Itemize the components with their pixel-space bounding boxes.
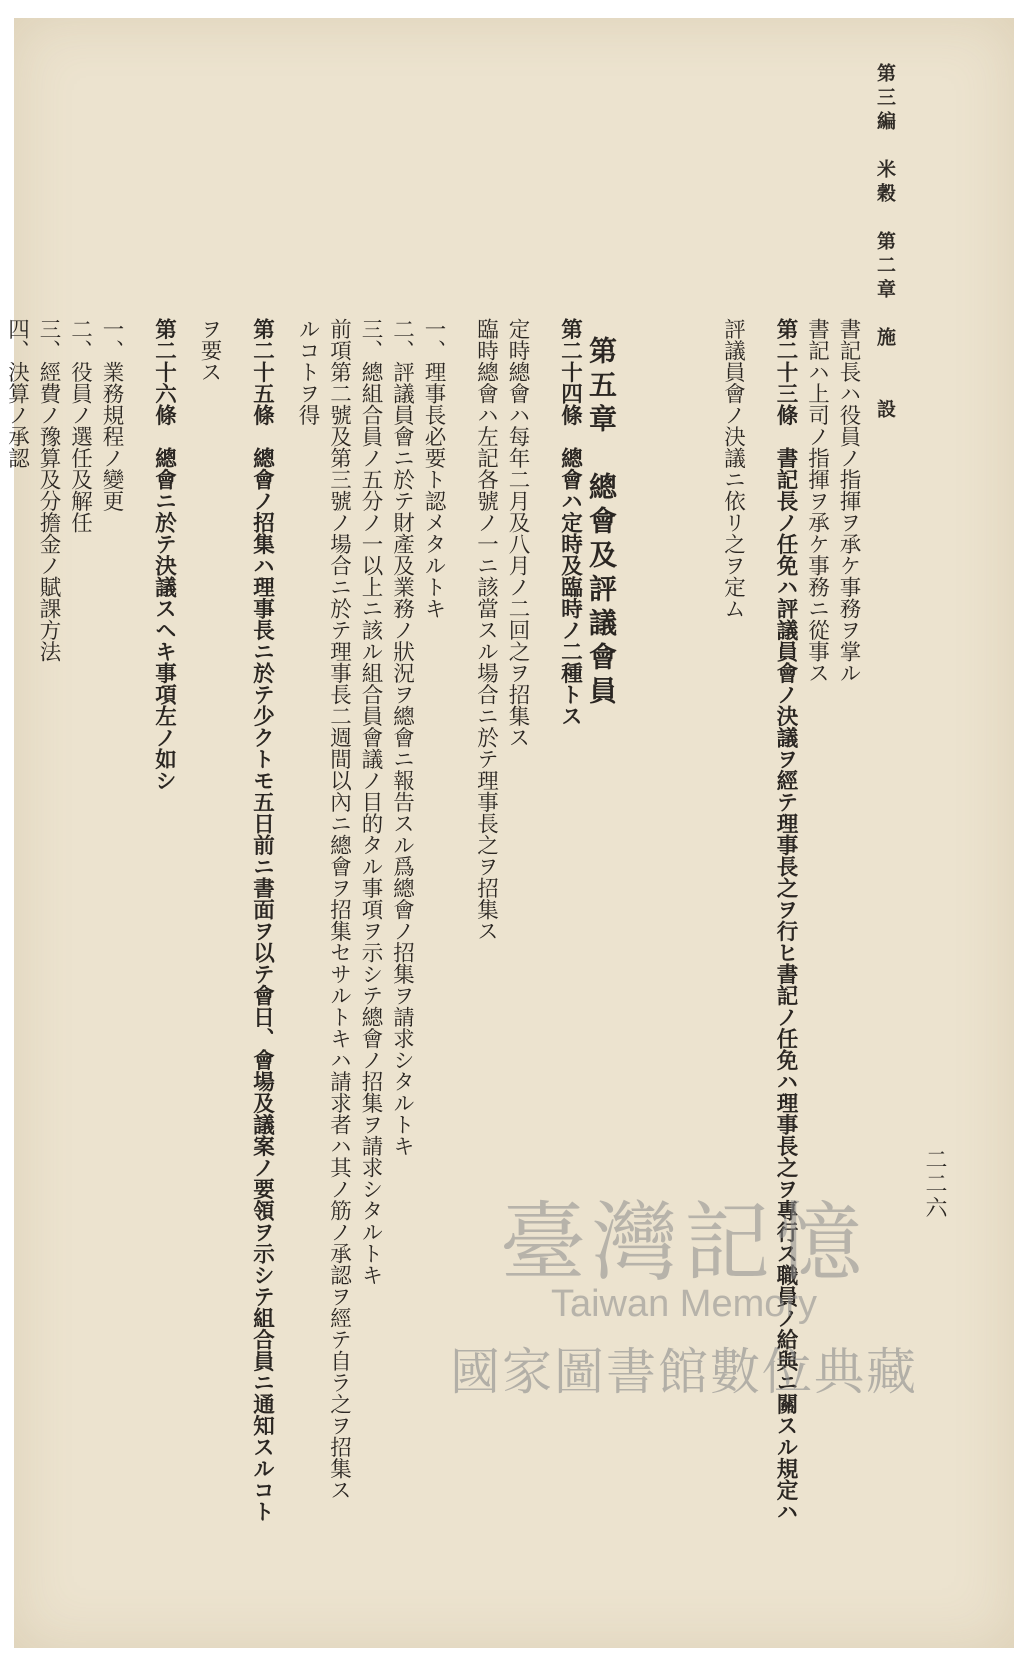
text-line: 前項第二號及第三號ノ場合ニ於テ理事長二週間以內ニ總會ヲ招集セサルトキハ請求者ハ其ノ筋ノ承認ヲ經テ自ラ之ヲ招集ス xyxy=(326,318,352,1501)
watermark-chinese: 臺灣記憶 xyxy=(500,1193,868,1293)
article-26: 第二十六條 總會ニ於テ決議スヘキ事項左ノ如シ xyxy=(151,318,177,791)
list-item xyxy=(0,318,1,1568)
text-line: 臨時總會ハ左記各號ノ一ニ該當スル場合ニ於テ理事長之ヲ招集ス xyxy=(473,318,499,942)
text-line: 評議員會ノ決議ニ依リ之ヲ定ム xyxy=(720,318,746,619)
text-line: 定時總會ハ每年二月及八月ノ二回之ヲ招集ス xyxy=(505,318,530,748)
watermark-english: Taiwan Memory xyxy=(550,1283,818,1325)
list-item: 二、役員ノ選任及解任 xyxy=(67,318,93,533)
vertical-text-body xyxy=(0,318,864,1568)
article-24: 第二十四條 總會ハ定時及臨時ノ二種トス xyxy=(557,318,583,727)
list-item: 四、決算ノ承認 xyxy=(4,318,30,469)
list-item: 一、業務規程ノ變更 xyxy=(99,318,124,512)
list-item: 一、理事長必要ト認メタルトキ xyxy=(421,318,446,619)
watermark-subtitle: 國家圖書館數位典藏 xyxy=(450,1343,918,1401)
list-item: 三、經費ノ豫算及分擔金ノ賦課方法 xyxy=(36,318,61,662)
chapter-heading: 第五章 總會及評議會員 xyxy=(585,336,618,710)
list-item: 三、總組合員ノ五分ノ一以上ニ該ル組合員會議ノ目的タル事項ヲ示シテ總會ノ招集ヲ請求シタルトキ xyxy=(358,318,383,1286)
list-item: 二、評議員會ニ於テ財產及業務ノ狀況ヲ總會ニ報告スル爲總會ノ招集ヲ請求シタルトキ xyxy=(389,318,415,1157)
running-header: 第三編 米穀 第二章 施 設 xyxy=(874,63,896,423)
text-line: 書記長ハ役員ノ指揮ヲ承ケ事務ヲ掌ル xyxy=(836,318,861,684)
article-23: 第二十三條 書記長ノ任免ハ評議員會ノ決議ヲ經テ理事長之ヲ行ヒ書記ノ任免ハ理事長之ヲ專行ス職員ノ給與ニ關スル規定ハ xyxy=(773,318,798,1522)
page-number: 二二六 xyxy=(922,1148,947,1220)
text-line: ルコトヲ得 xyxy=(295,318,320,426)
document-page xyxy=(4,18,1014,1648)
text-line: ヲ要ス xyxy=(197,318,222,383)
text-line: 書記ハ上司ノ指揮ヲ承ケ事務ニ從事ス xyxy=(804,318,830,684)
paragraph-gap xyxy=(278,318,292,1568)
article-25: 第二十五條 總會ノ招集ハ理事長ニ於テ少クトモ五日前ニ書面ヲ以テ會日、會場及議案ノ要領ヲ示シテ組合員ニ通知スルコト xyxy=(249,318,275,1522)
paragraph-gap xyxy=(180,318,194,1568)
